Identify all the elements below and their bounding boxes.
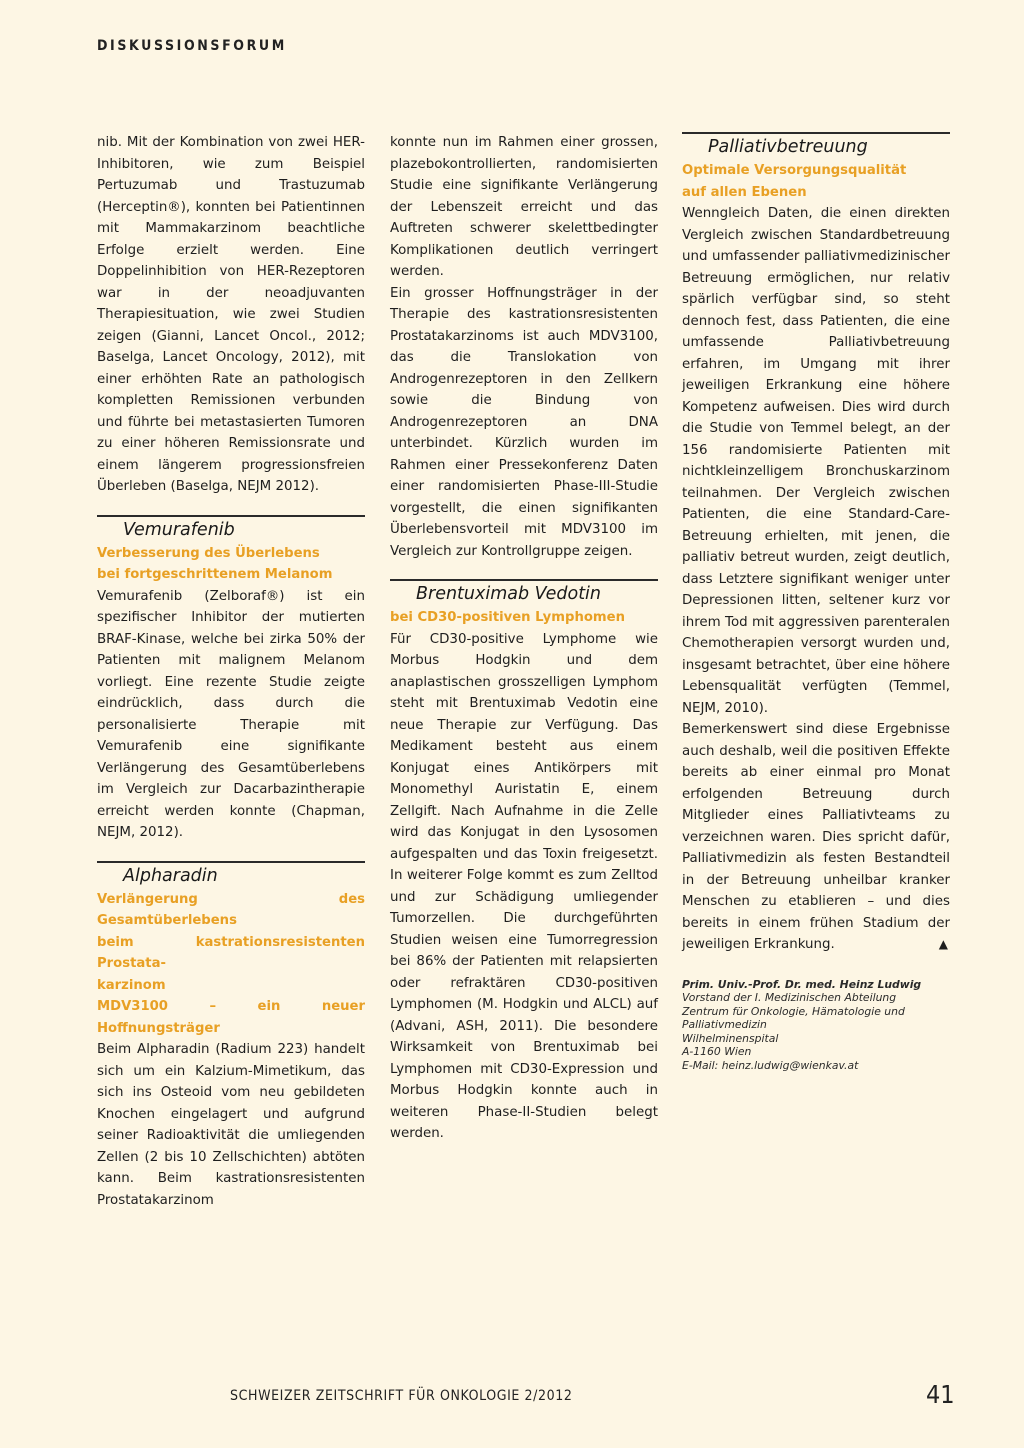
paragraph: nib. Mit der Kombination von zwei HER-Inhibitoren, wie zum Beispiel Pertuzumab und Trastuzumab (Herceptin®), konnten bei Patientinnen mit Mammakarzinom beachtliche Erfolge erzielt werden. Eine Doppelinhibition von HER-Rezeptoren war in der neoadjuvanten Therapiesituation, wie zwei Studien zeigen (Gianni, Lancet Oncol., 2012; Baselga, Lancet Oncology, 2012), mit einer erhöhten Rate an pathologisch kompletten Remissionen verbunden und führte bei metastasierten Tumoren zu einer höheren Remissionsrate und einem längerem progressionsfreien Überleben (Baselga, NEJM 2012). xyxy=(97,135,365,494)
author-name: Prim. Univ.-Prof. Dr. med. Heinz Ludwig xyxy=(682,977,922,991)
section-subheading: auf allen Ebenen xyxy=(682,184,807,200)
footer-journal-title: SCHWEIZER ZEITSCHRIFT FÜR ONKOLOGIE 2/2012 xyxy=(230,1388,573,1404)
paragraph: Für CD30-positive Lymphome wie Morbus Hodgkin und dem anaplastischen grosszelligen Lymphom steht mit Brentuximab Vedotin eine neue Therapie zur Verfügung. Das Medikament besteht aus einem Konjugat eines Antikörpers mit Monomethyl Auristatin E, einem Zellgift. Nach Aufnahme in die Zelle wird das Konjugat in den Lysosomen aufgespalten und das Toxin freigesetzt. In weiterer Folge kommt es zum Zelltod und zur Schädigung umliegender Tumorzellen. Die durchgeführten Studien weisen eine Tumorregression bei 86% der Patienten mit relapsierten oder refraktären CD30-positiven Lymphomen (M. Hodgkin und ALCL) auf (Advani, ASH, 2011). Die besondere Wirksamkeit von Brentuximab bei Lymphomen mit CD30-Expression und Morbus Hodgkin konnte auch in weiteren Phase-II-Studien belegt werden. xyxy=(390,631,658,1141)
section-label: DISKUSSIONSFORUM xyxy=(97,38,287,54)
section-heading: Brentuximab Vedotin xyxy=(416,584,602,604)
author-line: A-1160 Wien xyxy=(682,1045,752,1059)
paragraph-text: Bemerkenswert sind diese Ergebnisse auch deshalb, weil die positiven Effekte bereits ab einer einmal pro Monat erfolgenden Betreuung durch Mitglieder eines Palliativteams zu verzeichnen waren. Dies spricht dafür, Palliativmedizin als festen Bestandteil in der Betreuung unheilbar kranker Menschen zu etablieren – und dies bereits in einem frühen Stadium der jeweiligen Erkrankung. xyxy=(682,722,950,952)
page-number: 41 xyxy=(926,1380,955,1409)
author-line: Vorstand der I. Medizinischen Abteilung xyxy=(682,991,897,1005)
column-2 xyxy=(390,132,658,1145)
section-alpharadin xyxy=(97,861,365,889)
section-subheading: bei fortgeschrittenem Melanom xyxy=(97,567,333,582)
author-line: Palliativmedizin xyxy=(682,1018,767,1032)
section-brentuximab xyxy=(390,579,658,607)
section-subheading: Optimale Versorgungsqualität xyxy=(682,163,907,178)
section-subheading: karzinom xyxy=(97,977,166,993)
paragraph: Wenngleich Daten, die einen direkten Vergleich zwischen Standardbetreuung und umfassender palliativmedizinischer Betreuung ermöglichen, nur relativ spärlich verfügbar sind, so steht dennoch fest, dass Patienten, die eine umfassende Palliativbetreuung erfahren, im Umgang mit ihrer jeweiligen Erkrankung eine höhere Kompetenz aufweisen. Dies wird durch die Studie von Temmel belegt, an der 156 randomisierte Patienten mit nichtkleinzelligem Bronchuskarzinom teilnahmen. Der Vergleich zwischen Patienten, die eine Standard-Care-Betreuung erhielten, mit jenen, die palliativ betreut wurden, zeigt deutlich, dass Letztere signifikant weniger unter Depressionen litten, seltener kurz vor ihrem Tod mit aggressiven parenteralen Chemotherapien versorgt wurden und, insgesamt betrachtet, über eine höhere Lebensqualität verfügten (Temmel, NEJM, 2010). xyxy=(682,206,950,716)
author-block xyxy=(682,978,950,1073)
column-1 xyxy=(97,132,365,1211)
section-subheading: Verbesserung des Überlebens xyxy=(97,545,320,561)
section-palliativ xyxy=(682,132,950,160)
section-heading: Vemurafenib xyxy=(123,519,235,540)
paragraph: Ein grosser Hoffnungsträger in der Therapie des kastrationsresistenten Prostatakarzinoms ist auch MDV3100, das die Translokation von Androgenrezeptoren in den Zellkern sowie die Bindung von Androgenrezeptoren an DNA unterbindet. Kürzlich wurden im Rahmen einer Pressekonferenz Daten einer randomisierten Phase-III-Studie vorgestellt, die einen signifikanten Überlebensvorteil mit MDV3100 im Vergleich zur Kontrollgruppe zeigen. xyxy=(390,285,658,559)
section-subheading: bei CD30-positiven Lymphomen xyxy=(390,610,625,625)
paragraph xyxy=(682,719,950,956)
column-3 xyxy=(682,132,950,1073)
author-email: E-Mail: heinz.ludwig@wienkav.at xyxy=(682,1059,859,1073)
section-subheading: MDV3100 – ein neuer Hoffnungsträger xyxy=(97,999,365,1036)
section-subheading: Verlängerung des Gesamtüberlebens xyxy=(97,891,365,928)
section-heading: Palliativbetreuung xyxy=(708,137,868,157)
paragraph: konnte nun im Rahmen einer grossen, plazebokontrollierten, randomisierten Studie eine signifikante Verlängerung der Lebenszeit erreicht und das Auftreten schwerer skelettbedingter Komplikationen deutlich verringert werden. xyxy=(390,135,658,279)
section-heading: Alpharadin xyxy=(123,865,218,886)
paragraph: Vemurafenib (Zelboraf®) ist ein spezifischer Inhibitor der mutierten BRAF-Kinase, welche bei zirka 50% der Patienten mit malignem Melanom vorliegt. Eine rezente Studie zeigte eindrücklich, dass durch die personalisierte Therapie mit Vemurafenib eine signifikante Verlängerung des Gesamtüberlebens im Vergleich zur Dacarbazintherapie erreicht werden konnte (Chapman, NEJM, 2012). xyxy=(97,588,365,840)
section-subheading: beim kastrationsresistenten Prostata- xyxy=(97,934,365,971)
section-vemurafenib xyxy=(97,515,365,543)
author-line: Zentrum für Onkologie, Hämatologie und xyxy=(682,1004,905,1018)
paragraph: Beim Alpharadin (Radium 223) handelt sich um ein Kalzium-Mimetikum, das sich ins Osteoid vom neu gebildeten Knochen eingelagert und aufgrund seiner Radioaktivität die umliegenden Zellen (2 bis 10 Zellschichten) abtöten kann. Beim kastrationsresistenten Prostatakarzinom xyxy=(97,1042,365,1208)
end-triangle-icon: ▲ xyxy=(938,937,948,951)
author-line: Wilhelminenspital xyxy=(682,1031,779,1045)
